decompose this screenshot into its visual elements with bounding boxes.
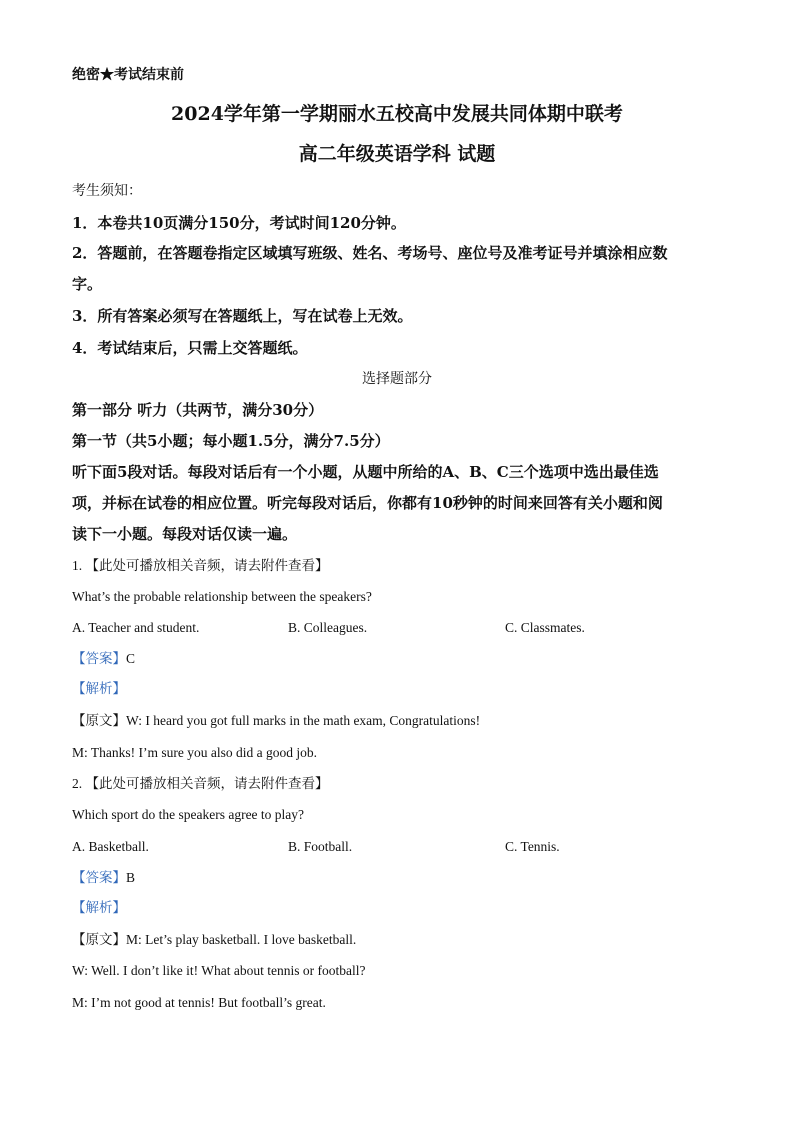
script-line: M: Thanks! I’m sure you also did a good job. bbox=[72, 745, 317, 760]
question-1-stem: What’s the probable relationship between the speakers? bbox=[72, 589, 372, 604]
audio-link[interactable]: 【此处可播放相关音频，请去附件查看】 bbox=[85, 776, 329, 791]
script-text: W: I heard you got full marks in the math exam, Congratulations! bbox=[126, 713, 481, 728]
section-heading: 选择题部分 bbox=[362, 371, 432, 387]
analysis-tag: 【解析】 bbox=[72, 681, 126, 697]
answer-value: C bbox=[126, 651, 136, 666]
option-a: A. Teacher and student. bbox=[72, 620, 200, 635]
exam-subtitle: 高二年级英语学科 试题 bbox=[298, 143, 496, 165]
script-line bbox=[72, 933, 356, 947]
notice-item: 4．考试结束后，只需上交答题纸。 bbox=[72, 339, 308, 357]
answer-value: B bbox=[126, 870, 136, 885]
notice-item: 3．所有答案必须写在答题纸上，写在试卷上无效。 bbox=[72, 307, 413, 325]
script-line: W: Well. I don’t like it! What about tennis or football? bbox=[72, 963, 366, 978]
instructions-line: 项，并标在试卷的相应位置。听完每段对话后，你都有10秒钟的时间来回答有关小题和阅 bbox=[72, 494, 663, 512]
analysis-tag: 【解析】 bbox=[72, 900, 126, 916]
answer-tag: 【答案】 bbox=[72, 651, 126, 666]
notice-heading: 考生须知： bbox=[72, 183, 142, 199]
script-line: M: I’m not good at tennis! But football’s great. bbox=[72, 995, 326, 1010]
question-number: 1. bbox=[72, 558, 83, 573]
script-tag: 【原文】 bbox=[72, 932, 126, 947]
script-line bbox=[72, 714, 480, 728]
instructions-line: 听下面5段对话。每段对话后有一个小题，从题中所给的A、B、C三个选项中选出最佳选 bbox=[72, 463, 659, 481]
option-a: A. Basketball. bbox=[72, 839, 149, 854]
sub-heading: 第一节（共5小题；每小题1.5分，满分7.5分） bbox=[72, 432, 390, 450]
option-c: C. Tennis. bbox=[505, 839, 560, 854]
notice-item: 2．答题前，在答题卷指定区域填写班级、姓名、考场号、座位号及准考证号并填涂相应数 bbox=[72, 244, 668, 262]
answer-line bbox=[72, 652, 135, 666]
question-number: 2. bbox=[72, 776, 83, 791]
answer-tag: 【答案】 bbox=[72, 870, 126, 885]
secret-label: 绝密★考试结束前 bbox=[72, 67, 184, 83]
notice-item: 字。 bbox=[72, 275, 103, 293]
question-2-audio bbox=[72, 777, 329, 791]
script-text: M: Let’s play basketball. I love basketball. bbox=[126, 932, 357, 947]
option-c: C. Classmates. bbox=[505, 620, 585, 635]
instructions-line: 读下一小题。每段对话仅读一遍。 bbox=[72, 525, 298, 543]
exam-title: 2024学年第一学期丽水五校高中发展共同体期中联考 bbox=[171, 103, 623, 125]
notice-item: 1．本卷共10页满分150分，考试时间120分钟。 bbox=[72, 214, 406, 232]
audio-link[interactable]: 【此处可播放相关音频，请去附件查看】 bbox=[85, 558, 329, 573]
script-tag: 【原文】 bbox=[72, 713, 126, 728]
option-b: B. Colleagues. bbox=[288, 620, 368, 635]
question-1-audio bbox=[72, 559, 329, 573]
part-heading: 第一部分 听力（共两节，满分30分） bbox=[72, 401, 324, 419]
option-b: B. Football. bbox=[288, 839, 353, 854]
answer-line bbox=[72, 871, 135, 885]
question-2-stem: Which sport do the speakers agree to play? bbox=[72, 807, 305, 822]
